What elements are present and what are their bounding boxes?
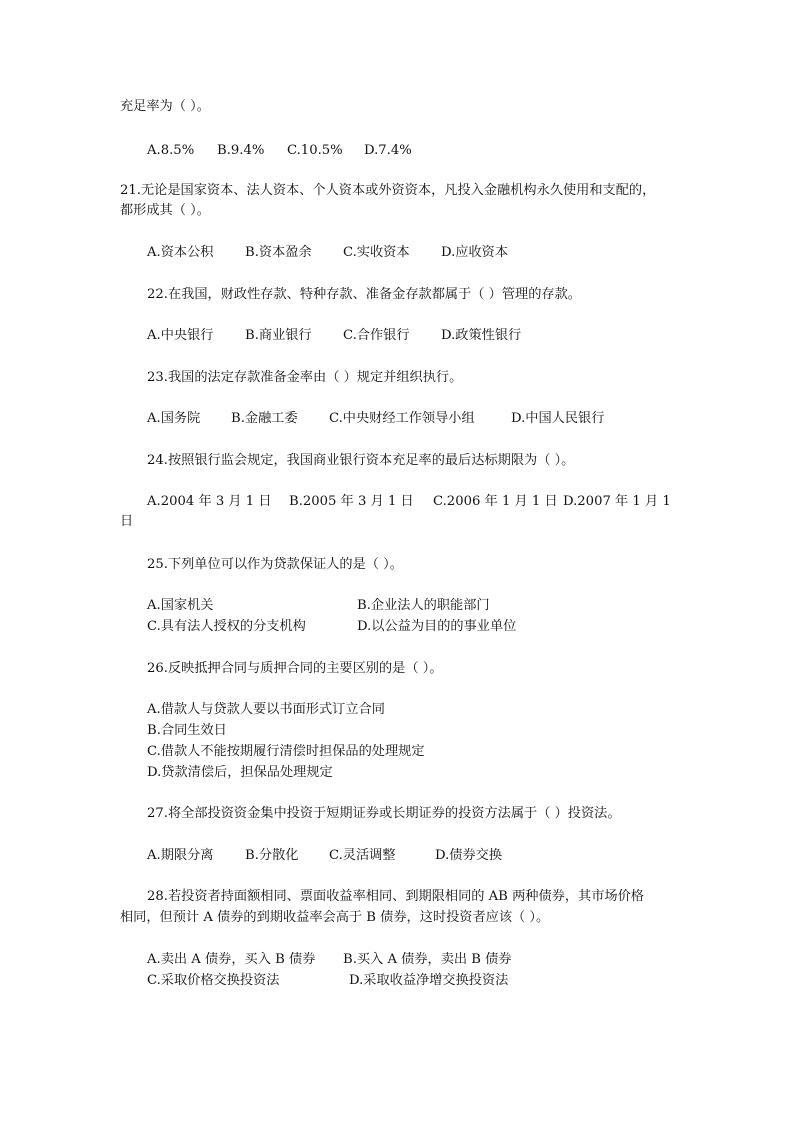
q25-option-b: B.企业法人的职能部门 <box>357 598 490 613</box>
q21-stem-line2: 都形成其（ ）。 <box>120 203 210 218</box>
q22-stem: 22.在我国，财政性存款、特种存款、准备金存款都属于（ ）管理的存款。 <box>147 287 581 302</box>
q26-option-a: A.借款人与贷款人要以书面形式订立合同 <box>147 702 385 717</box>
q20-stem-tail: 充足率为（ ）。 <box>120 99 210 114</box>
q21-stem-line1: 21.无论是国家资本、法人资本、个人资本或外资资本，凡投入金融机构永久使用和支配的， <box>120 183 656 198</box>
q28-stem-line2: 相同，但预计 A 债券的到期收益率会高于 B 债券，这时投资者应该（ ）。 <box>120 910 550 925</box>
q24-option-d: D.2007 年 1 月 1 <box>563 494 671 509</box>
q20-option-d: D.7.4% <box>364 143 412 158</box>
q21-option-c: C.实收资本 <box>343 245 410 260</box>
q22-option-b: B.商业银行 <box>245 328 312 343</box>
q26-stem: 26.反映抵押合同与质押合同的主要区别的是（ ）。 <box>147 661 443 676</box>
q24-option-b: B.2005 年 3 月 1 日 <box>289 494 414 509</box>
q25-option-a: A.国家机关 <box>147 598 214 613</box>
q24-stem: 24.按照银行监会规定，我国商业银行资本充足率的最后达标期限为（ ）。 <box>147 453 575 468</box>
q28-option-c: C.采取价格交换投资法 <box>147 973 280 988</box>
q20-option-c: C.10.5% <box>287 143 343 158</box>
q22-option-c: C.合作银行 <box>343 328 410 343</box>
q27-option-a: A.期限分离 <box>147 848 214 863</box>
q26-option-b: B.合同生效日 <box>147 723 227 738</box>
q21-option-b: B.资本盈余 <box>245 245 312 260</box>
q25-option-d: D.以公益为目的的事业单位 <box>357 619 517 634</box>
q21-option-d: D.应收资本 <box>441 245 509 260</box>
q27-option-b: B.分散化 <box>245 848 299 863</box>
q23-option-d: D.中国人民银行 <box>511 411 605 426</box>
q22-option-a: A.中央银行 <box>147 328 214 343</box>
q23-option-b: B.金融工委 <box>231 411 298 426</box>
q23-option-c: C.中央财经工作领导小组 <box>329 411 475 426</box>
q23-option-a: A.国务院 <box>147 411 201 426</box>
q25-option-c: C.具有法人授权的分支机构 <box>147 619 306 634</box>
q25-stem: 25.下列单位可以作为贷款保证人的是（ ）。 <box>147 557 403 572</box>
q23-stem: 23.我国的法定存款准备金率由（ ）规定并组织执行。 <box>147 370 463 385</box>
q21-option-a: A.资本公积 <box>147 245 214 260</box>
q27-stem: 27.将全部投资资金集中投资于短期证券或长期证券的投资方法属于（ ）投资法。 <box>147 806 621 821</box>
q22-option-d: D.政策性银行 <box>441 328 522 343</box>
q27-option-d: D.债券交换 <box>435 848 503 863</box>
q24-option-a: A.2004 年 3 月 1 日 <box>147 494 272 509</box>
q28-option-b: B.买入 A 债券，卖出 B 债券 <box>343 952 512 967</box>
q26-option-d: D.贷款清偿后，担保品处理规定 <box>147 765 333 780</box>
q28-stem-line1: 28.若投资者持面额相同、票面收益率相同、到期限相同的 AB 两种债券，其市场价格 <box>147 889 644 904</box>
q20-option-a: A.8.5% <box>147 143 195 158</box>
q20-option-b: B.9.4% <box>217 143 265 158</box>
q26-option-c: C.借款人不能按期履行清偿时担保品的处理规定 <box>147 744 425 759</box>
q27-option-c: C.灵活调整 <box>329 848 396 863</box>
q24-option-d-wrap: 日 <box>120 514 134 529</box>
q28-option-a: A.卖出 A 债券，买入 B 债券 <box>147 952 316 967</box>
q28-option-d: D.采取收益净增交换投资法 <box>349 973 509 988</box>
q24-option-c: C.2006 年 1 月 1 日 <box>433 494 558 509</box>
